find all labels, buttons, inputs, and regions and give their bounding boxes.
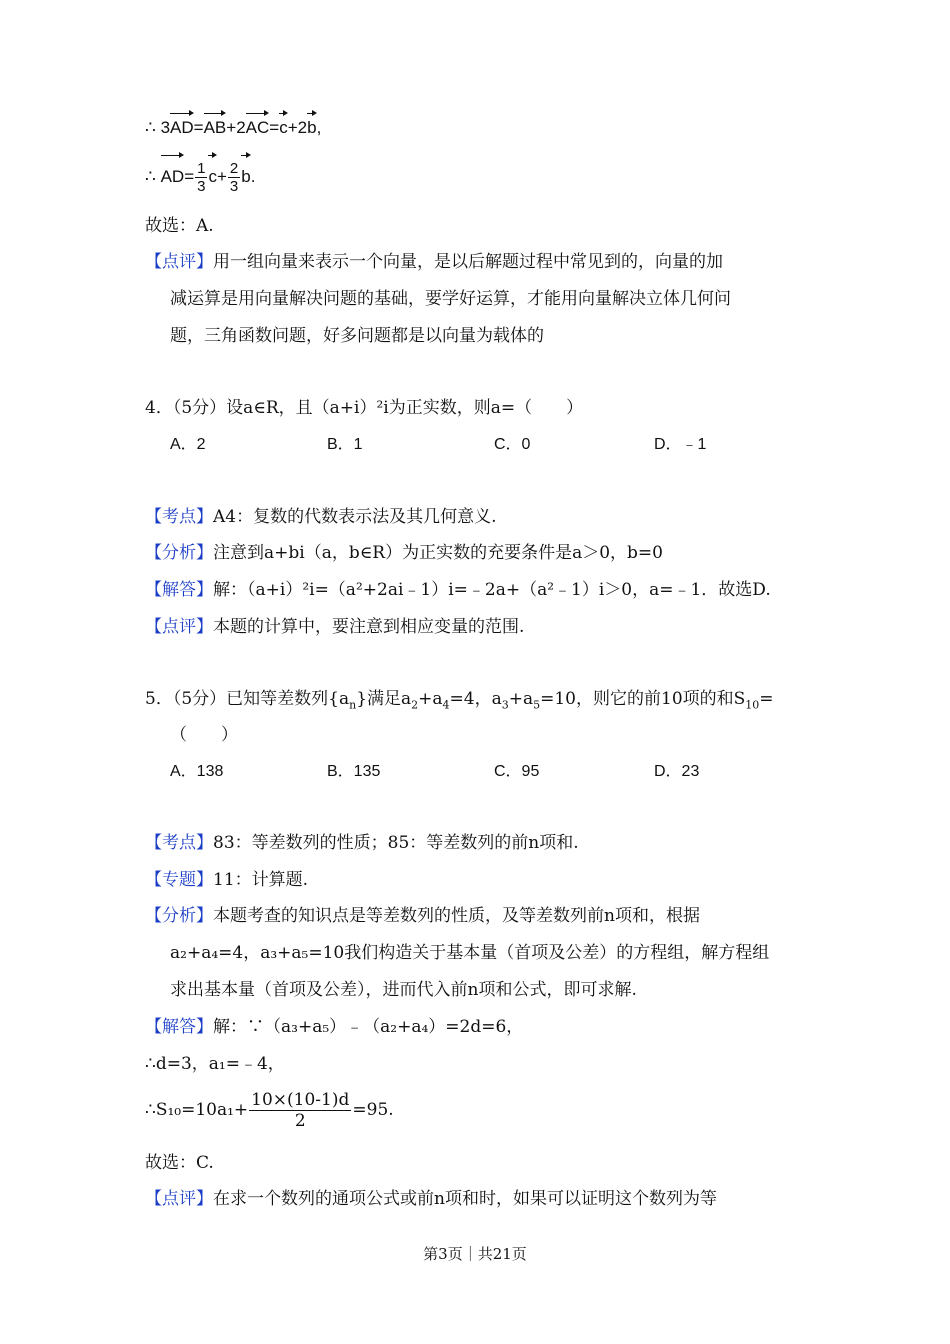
dianping-tag: 【点评】 bbox=[145, 617, 213, 637]
q4-option-d: D．﹣1 bbox=[654, 436, 707, 453]
fenxi-tag: 【分析】 bbox=[145, 543, 213, 563]
q5-jieda-line-2: ∴d=3，a₁=﹣4， bbox=[145, 1054, 285, 1074]
q5-fenxi bbox=[145, 904, 700, 928]
expr-text: . bbox=[250, 167, 256, 186]
prev-choice: 故选：A. bbox=[145, 216, 214, 236]
subscript: n bbox=[349, 698, 357, 712]
kaodian-tag: 【考点】 bbox=[145, 507, 213, 527]
jieda-text: 解：∵（a₃+a₅）﹣（a₂+a₄）=2d=6， bbox=[213, 1017, 524, 1037]
q5-stem bbox=[145, 687, 774, 717]
q5-fenxi-line-2: a₂+a₄=4，a₃+a₅=10我们构造关于基本量（首项及公差）的方程组，解方程组 bbox=[170, 943, 770, 963]
frac-num: 10×(10-1)d bbox=[251, 1090, 350, 1110]
subscript: 5 bbox=[533, 698, 541, 712]
prev-comment-line-3: 题，三角函数问题，好多问题都是以向量为载体的 bbox=[170, 326, 544, 346]
q4-jieda bbox=[145, 578, 771, 602]
fraction-one-third bbox=[195, 160, 207, 195]
vector-b: b bbox=[241, 158, 250, 196]
comment-tag: 【点评】 bbox=[145, 252, 213, 272]
q5-jieda-line-3 bbox=[145, 1088, 394, 1132]
subscript: 3 bbox=[501, 698, 509, 712]
q5-option-b: B．135 bbox=[327, 763, 381, 780]
q4-kaodian bbox=[145, 505, 497, 529]
therefore-symbol: ∴ bbox=[145, 118, 156, 137]
jieda-tag: 【解答】 bbox=[145, 580, 213, 600]
stem-text: +a bbox=[508, 689, 534, 709]
kaodian-text: 83：等差数列的性质；85：等差数列的前n项和. bbox=[213, 833, 579, 853]
q5-option-c: C．95 bbox=[494, 763, 540, 780]
frac-den: 3 bbox=[197, 178, 206, 196]
dianping-text: 在求一个数列的通项公式或前n项和时，如果可以证明这个数列为等 bbox=[213, 1189, 717, 1209]
expr-text: +2 bbox=[287, 118, 308, 137]
jieda-tag: 【解答】 bbox=[145, 1017, 213, 1037]
expr-text: 3 bbox=[160, 118, 171, 137]
dianping-text: 本题的计算中，要注意到相应变量的范围. bbox=[213, 617, 525, 637]
q5-choice: 故选：C. bbox=[145, 1153, 214, 1173]
dianping-tag: 【点评】 bbox=[145, 1189, 213, 1209]
comment-text: 用一组向量来表示一个向量，是以后解题过程中常见到的，向量的加 bbox=[213, 252, 723, 272]
q5-jieda bbox=[145, 1015, 523, 1039]
q4-option-a: A．2 bbox=[170, 436, 206, 453]
q4-option-c: C．0 bbox=[494, 436, 531, 453]
expr-text: ∴S₁₀=10a₁+ bbox=[145, 1100, 249, 1120]
zhuanti-text: 11：计算题. bbox=[213, 870, 309, 890]
prev-comment-line-2: 减运算是用向量解决问题的基础，要学好运算，才能用向量解决立体几何问 bbox=[170, 289, 731, 309]
q5-option-a: A．138 bbox=[170, 763, 224, 780]
fenxi-tag: 【分析】 bbox=[145, 906, 213, 926]
frac-den: 3 bbox=[229, 178, 239, 196]
subscript: 2 bbox=[411, 698, 419, 712]
frac-num: 1 bbox=[197, 160, 206, 178]
vector-ac: AC bbox=[246, 116, 270, 140]
vector-c: c bbox=[279, 116, 288, 140]
q4-dianping bbox=[145, 615, 524, 639]
q5-option-d: D．23 bbox=[654, 763, 700, 780]
vector-b: b bbox=[307, 116, 316, 140]
q4-option-b: B．1 bbox=[327, 436, 363, 453]
page-footer: 第3页｜共21页 bbox=[423, 1245, 527, 1263]
stem-text: = bbox=[759, 689, 774, 709]
expr-text: + bbox=[216, 167, 227, 186]
prev-comment-line-1 bbox=[145, 250, 723, 274]
expr-text: +2 bbox=[226, 118, 246, 137]
zhuanti-tag: 【专题】 bbox=[145, 870, 213, 890]
expr-text: = bbox=[269, 118, 280, 137]
expr-text: = bbox=[193, 118, 204, 137]
kaodian-text: A4：复数的代数表示法及其几何意义. bbox=[213, 507, 497, 527]
frac-num: 2 bbox=[229, 160, 239, 178]
q5-kaodian bbox=[145, 831, 579, 855]
vector-ad: AD bbox=[170, 116, 194, 140]
stem-text: +a bbox=[418, 689, 443, 709]
stem-text: 5．（5分）已知等差数列{a bbox=[145, 689, 350, 709]
q5-dianping bbox=[145, 1187, 717, 1211]
q5-fenxi-line-3: 求出基本量（首项及公差），进而代入前n项和公式，即可求解. bbox=[170, 980, 637, 1000]
vector-ab: AB bbox=[204, 116, 227, 140]
frac-den: 2 bbox=[294, 1111, 306, 1131]
expr-text: , bbox=[316, 118, 322, 137]
stem-text: }满足a bbox=[356, 689, 412, 709]
jieda-text: 解：（a+i）²i=（a²+2ai﹣1）i=﹣2a+（a²﹣1）i＞0，a=﹣1．故选D. bbox=[213, 580, 771, 600]
kaodian-tag: 【考点】 bbox=[145, 833, 213, 853]
sum-fraction bbox=[249, 1090, 351, 1131]
q4-fenxi bbox=[145, 541, 663, 565]
subscript: 4 bbox=[442, 698, 450, 712]
q5-zhuanti bbox=[145, 868, 308, 892]
vector-ad: AD bbox=[161, 158, 185, 196]
stem-text: =4，a bbox=[449, 689, 502, 709]
expr-text: =95. bbox=[352, 1100, 394, 1120]
q5-stem-line-2: （ ） bbox=[170, 725, 238, 745]
vector-equation-line-2 bbox=[145, 158, 255, 196]
stem-text: =10，则它的前10项的和S bbox=[540, 689, 746, 709]
fenxi-text: 本题考查的知识点是等差数列的性质，及等差数列前n项和，根据 bbox=[213, 906, 700, 926]
subscript: 10 bbox=[745, 698, 760, 712]
vector-c: c bbox=[208, 158, 217, 196]
therefore-symbol: ∴ bbox=[145, 167, 156, 186]
expr-text: = bbox=[184, 167, 195, 186]
vector-equation-line-1 bbox=[145, 116, 321, 140]
q4-stem: 4．（5分）设a∈R，且（a+i）²i为正实数，则a=（ ） bbox=[145, 398, 584, 418]
fenxi-text: 注意到a+bi（a，b∈R）为正实数的充要条件是a＞0，b=0 bbox=[213, 543, 663, 563]
fraction-two-thirds bbox=[228, 160, 240, 195]
